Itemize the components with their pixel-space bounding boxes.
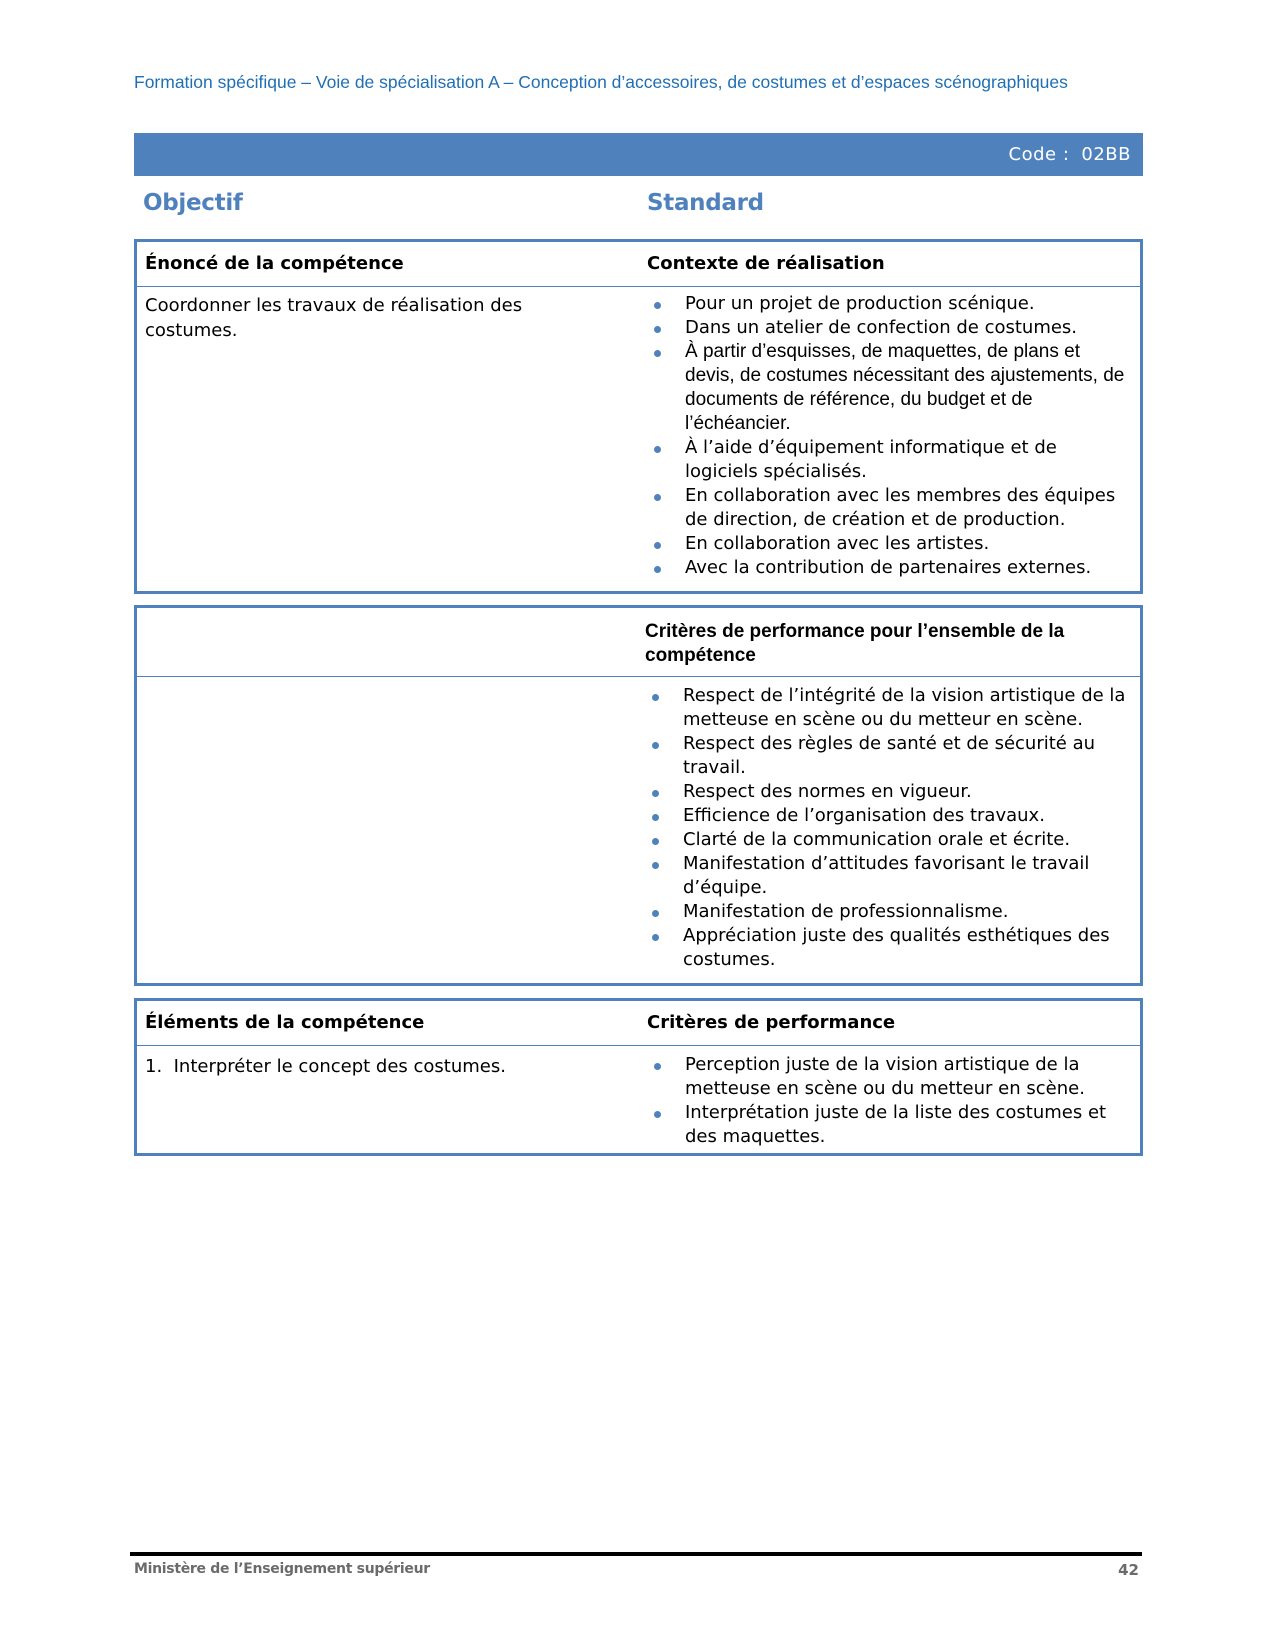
footer-rule bbox=[130, 1552, 1142, 1556]
criteria-list bbox=[647, 1053, 1134, 1149]
table-elements-criteria bbox=[134, 998, 1143, 1156]
list-item: Respect de l’intégrité de la vision artistique de la metteuse en scène ou du metteur en scène. bbox=[645, 684, 1134, 732]
competency-statement: Coordonner les travaux de réalisation des costumes. bbox=[145, 295, 523, 341]
list-item: Appréciation juste des qualités esthétiques des costumes. bbox=[645, 924, 1134, 972]
running-title: Formation spécifique – Voie de spécialisation A – Conception d’accessoires, de costumes et d’espaces scénographiques bbox=[134, 72, 1068, 92]
section-objectif: Objectif bbox=[143, 190, 243, 216]
elements-header: Éléments de la compétence bbox=[145, 1012, 425, 1033]
list-item: Dans un atelier de confection de costumes. bbox=[647, 316, 1134, 340]
list-item: En collaboration avec les membres des équipes de direction, de création et de production. bbox=[647, 484, 1134, 532]
context-list bbox=[647, 292, 1134, 580]
list-item: Clarté de la communication orale et écrite. bbox=[645, 828, 1134, 852]
criteria-header: Critères de performance bbox=[647, 1012, 896, 1033]
overall-criteria-header: Critères de performance pour l’ensemble de la compétence bbox=[645, 621, 1065, 666]
table-overall-criteria bbox=[134, 605, 1143, 986]
list-item: Pour un projet de production scénique. bbox=[647, 292, 1134, 316]
list-item: Respect des règles de santé et de sécurité au travail. bbox=[645, 732, 1134, 780]
table-header-row bbox=[137, 242, 1140, 287]
list-item: À l’aide d’équipement informatique et de logiciels spécialisés. bbox=[647, 436, 1134, 484]
code-label: Code : bbox=[1008, 144, 1070, 165]
list-item: Manifestation d’attitudes favorisant le travail d’équipe. bbox=[645, 852, 1134, 900]
context-header: Contexte de réalisation bbox=[647, 253, 885, 274]
footer-publisher: Ministère de l’Enseignement supérieur bbox=[134, 1561, 430, 1577]
code-bar bbox=[134, 133, 1143, 176]
competency-code bbox=[1009, 144, 1131, 165]
table-statement-context bbox=[134, 239, 1143, 594]
list-item: Avec la contribution de partenaires externes. bbox=[647, 556, 1134, 580]
statement-header: Énoncé de la compétence bbox=[145, 253, 404, 274]
section-standard: Standard bbox=[647, 190, 764, 216]
list-item: Manifestation de professionnalisme. bbox=[645, 900, 1134, 924]
list-item: En collaboration avec les artistes. bbox=[647, 532, 1134, 556]
list-item: Respect des normes en vigueur. bbox=[645, 780, 1134, 804]
list-item: À partir d’esquisses, de maquettes, de plans et devis, de costumes nécessitant des ajustements, de documents de référence, du budget et de l’échéancier. bbox=[647, 340, 1134, 436]
table-header-row bbox=[137, 608, 1140, 677]
table-header-row bbox=[137, 1001, 1140, 1046]
list-item: Efficience de l’organisation des travaux. bbox=[645, 804, 1134, 828]
overall-criteria-list bbox=[645, 684, 1134, 972]
competency-element: 1. Interpréter le concept des costumes. bbox=[145, 1056, 506, 1077]
list-item: Perception juste de la vision artistique de la metteuse en scène ou du metteur en scène. bbox=[647, 1053, 1134, 1101]
code-value: 02BB bbox=[1081, 144, 1131, 165]
list-item: Interprétation juste de la liste des costumes et des maquettes. bbox=[647, 1101, 1134, 1149]
page-number: 42 bbox=[1118, 1561, 1139, 1579]
